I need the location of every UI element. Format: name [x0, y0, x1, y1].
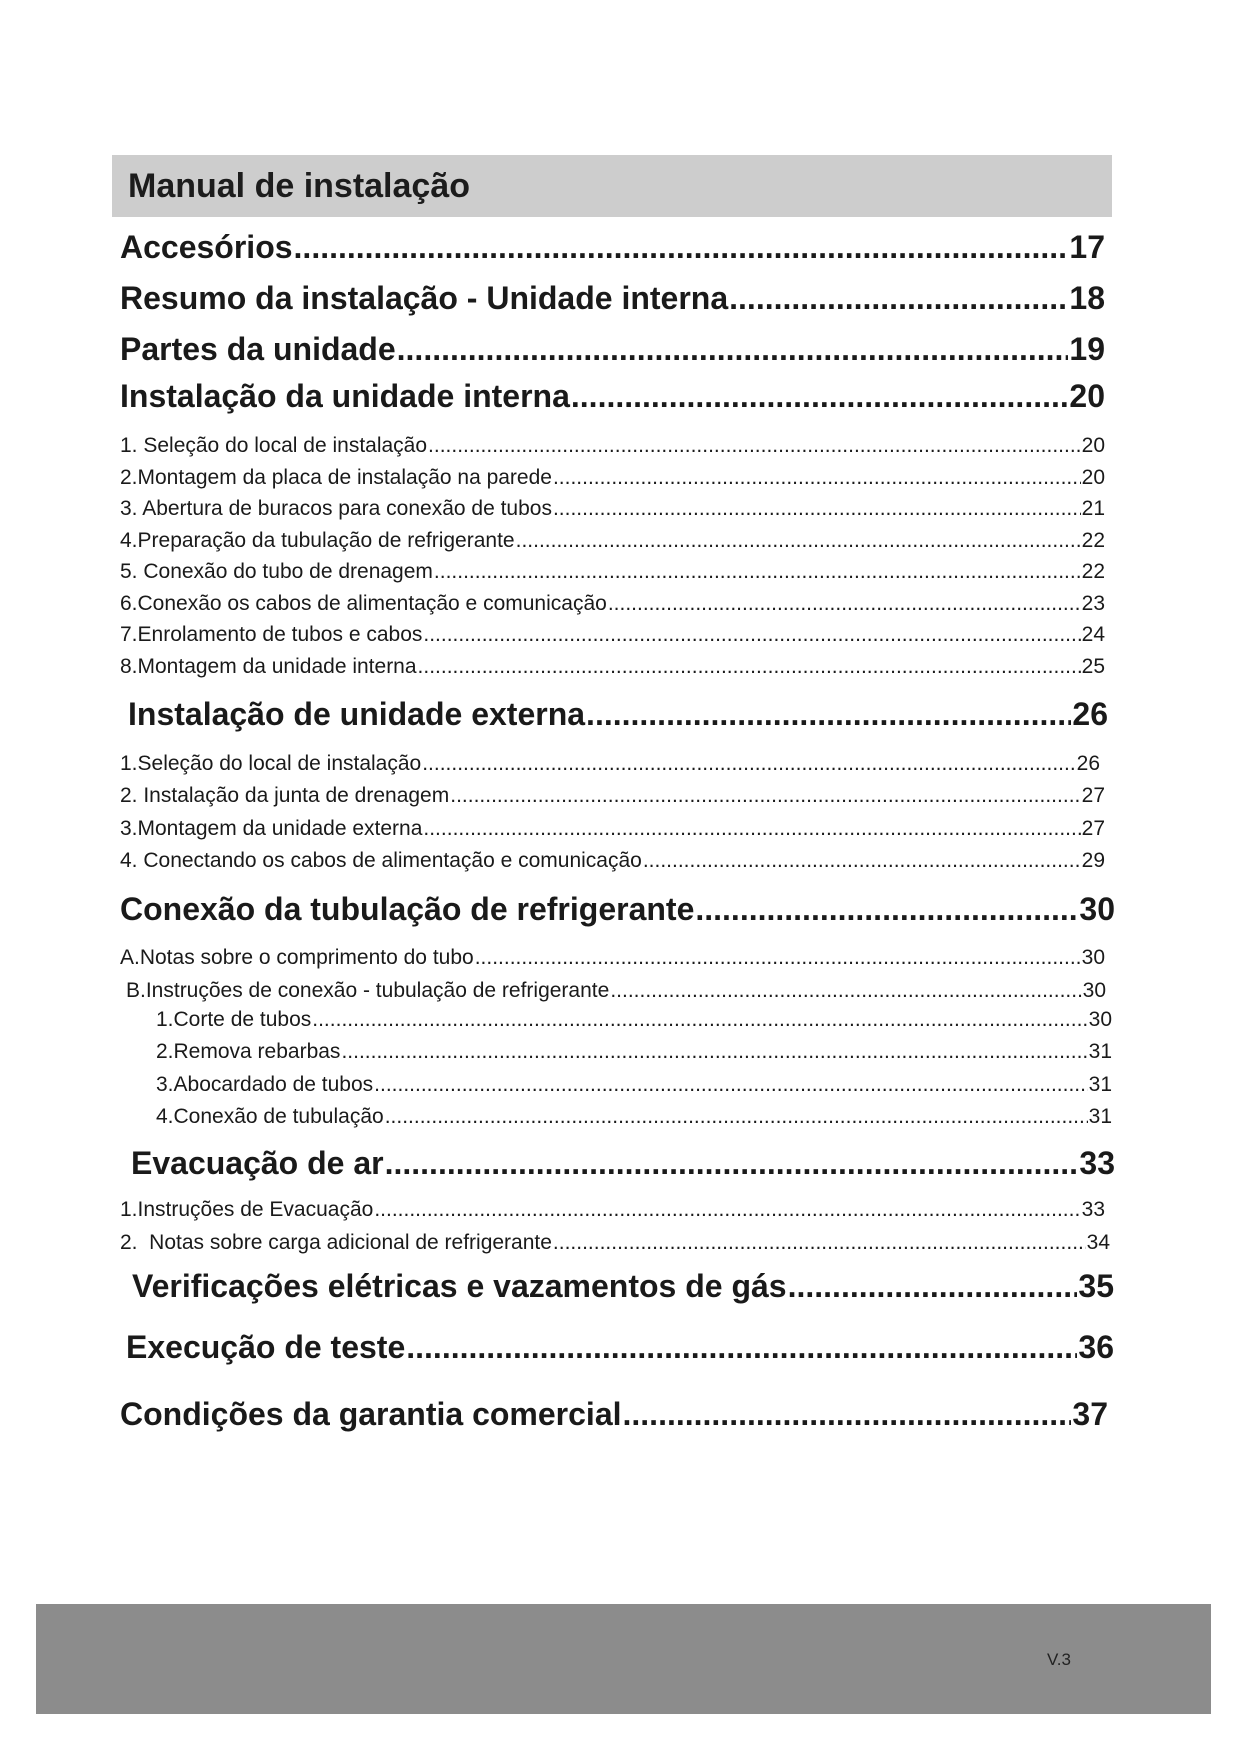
- toc-entry-page: 25: [1081, 655, 1105, 678]
- toc-entry-label: 3.Abocardado de tubos: [156, 1073, 374, 1096]
- dot-leader: [695, 891, 1078, 928]
- dot-leader: [434, 560, 1081, 584]
- dot-leader: [423, 623, 1080, 647]
- toc-entry[interactable]: [156, 1040, 1112, 1068]
- toc-entry-page: 31: [1088, 1105, 1112, 1128]
- toc-entry-label: A.Notas sobre o comprimento do tubo: [120, 946, 474, 969]
- toc-entry-label: 2. Instalação da junta de drenagem: [120, 784, 450, 807]
- toc-entry-page: 27: [1081, 817, 1105, 840]
- toc-entry-page: 21: [1081, 497, 1105, 520]
- toc-entry-label: Conexão da tubulação de refrigerante: [120, 891, 695, 927]
- version-label: V.3: [1047, 1650, 1071, 1669]
- toc-entry[interactable]: [120, 560, 1105, 588]
- toc-entry-page: 20: [1081, 466, 1105, 489]
- toc-entry[interactable]: [120, 849, 1105, 877]
- toc-entry-label: Resumo da instalação - Unidade interna: [120, 280, 729, 316]
- toc-entry-page: 24: [1081, 623, 1105, 646]
- toc-entry-label: 8.Montagem da unidade interna: [120, 655, 417, 678]
- toc-entry-label: Evacuação de ar: [131, 1145, 384, 1181]
- toc-entry[interactable]: [120, 229, 1105, 269]
- toc-entry-label: 4.Preparação da tubulação de refrigerante: [120, 529, 515, 552]
- dot-leader: [341, 1040, 1087, 1064]
- toc-entry[interactable]: [120, 623, 1105, 651]
- dot-leader: [418, 655, 1081, 679]
- dot-leader: [450, 784, 1080, 808]
- toc-entry-page: 29: [1081, 849, 1105, 872]
- toc-entry[interactable]: [120, 817, 1105, 845]
- toc-entry-label: 6.Conexão os cabos de alimentação e comunicação: [120, 592, 607, 615]
- toc-entry-label: 3.Montagem da unidade externa: [120, 817, 423, 840]
- toc-entry-label: B.Instruções de conexão - tubulação de refrigerante: [126, 979, 610, 1002]
- toc-entry-label: 2.Remova rebarbas: [156, 1040, 341, 1063]
- toc-entry[interactable]: [120, 946, 1105, 974]
- dot-leader: [571, 378, 1069, 415]
- toc-entry[interactable]: [126, 979, 1106, 1007]
- toc-entry-page: 30: [1082, 979, 1106, 1002]
- dot-leader: [428, 434, 1081, 458]
- toc-entry[interactable]: [132, 1268, 1114, 1308]
- toc-entry-label: Condições da garantia comercial: [120, 1396, 622, 1432]
- dot-leader: [553, 466, 1081, 490]
- toc-entry[interactable]: [156, 1105, 1112, 1133]
- dot-leader: [294, 229, 1069, 266]
- toc-entry-page: 20: [1069, 378, 1105, 414]
- toc-entry[interactable]: [120, 529, 1105, 557]
- toc-entry[interactable]: [120, 891, 1115, 931]
- toc-entry[interactable]: [120, 497, 1105, 525]
- footer-band: [36, 1604, 1211, 1714]
- toc-entry[interactable]: [126, 1329, 1114, 1369]
- dot-leader: [397, 331, 1069, 368]
- toc-entry-page: 35: [1078, 1268, 1114, 1304]
- toc-entry-label: Instalação de unidade externa: [128, 696, 586, 732]
- toc-entry[interactable]: [120, 1198, 1105, 1226]
- toc-entry[interactable]: [120, 592, 1105, 620]
- toc-entry-page: 30: [1088, 1008, 1112, 1031]
- dot-leader: [385, 1145, 1079, 1182]
- toc-entry-label: 1.Seleção do local de instalação: [120, 752, 422, 775]
- toc-entry-label: 1.Instruções de Evacuação: [120, 1198, 374, 1221]
- dot-leader: [516, 529, 1081, 553]
- toc-entry-page: 30: [1079, 891, 1115, 927]
- toc-entry-page: 20: [1081, 434, 1105, 457]
- dot-leader: [729, 280, 1068, 317]
- toc-entry-page: 30: [1081, 946, 1105, 969]
- toc-entry-page: 22: [1081, 529, 1105, 552]
- dot-leader: [423, 817, 1080, 841]
- dot-leader: [608, 592, 1081, 616]
- dot-leader: [374, 1073, 1087, 1097]
- toc-entry-page: 22: [1081, 560, 1105, 583]
- toc-entry-page: 31: [1088, 1073, 1112, 1096]
- toc-entry[interactable]: [120, 752, 1100, 780]
- dot-leader: [475, 946, 1081, 970]
- dot-leader: [422, 752, 1075, 776]
- toc-entry-label: Verificações elétricas e vazamentos de gás: [132, 1268, 787, 1304]
- toc-entry[interactable]: [128, 696, 1108, 736]
- manual-title: Manual de instalação: [128, 167, 470, 205]
- toc-entry-label: Accesórios: [120, 229, 293, 265]
- dot-leader: [385, 1105, 1088, 1129]
- dot-leader: [623, 1396, 1072, 1433]
- toc-entry-page: 26: [1076, 752, 1100, 775]
- toc-entry[interactable]: [156, 1073, 1112, 1101]
- toc-entry-page: 23: [1081, 592, 1105, 615]
- toc-entry[interactable]: [120, 1231, 1110, 1259]
- dot-leader: [610, 979, 1081, 1003]
- toc-entry-label: 1.Corte de tubos: [156, 1008, 312, 1031]
- toc-entry[interactable]: [120, 655, 1105, 683]
- dot-leader: [374, 1198, 1080, 1222]
- toc-entry-label: 1. Seleção do local de instalação: [120, 434, 428, 457]
- toc-entry-page: 33: [1079, 1145, 1115, 1181]
- toc-entry-label: Execução de teste: [126, 1329, 406, 1365]
- toc-entry-page: 33: [1081, 1198, 1105, 1221]
- toc-entry[interactable]: [120, 331, 1105, 371]
- dot-leader: [586, 696, 1071, 733]
- toc-entry-label: 5. Conexão do tubo de drenagem: [120, 560, 433, 583]
- dot-leader: [553, 1231, 1086, 1255]
- dot-leader: [788, 1268, 1078, 1305]
- toc-entry-page: 19: [1069, 331, 1105, 367]
- toc-entry-label: 3. Abertura de buracos para conexão de tubos: [120, 497, 552, 520]
- toc-entry-page: 37: [1072, 1396, 1108, 1432]
- toc-entry-label: Partes da unidade: [120, 331, 396, 367]
- dot-leader: [406, 1329, 1077, 1366]
- toc-entry[interactable]: [156, 1008, 1112, 1036]
- toc-entry-page: 31: [1088, 1040, 1112, 1063]
- dot-leader: [312, 1008, 1087, 1032]
- toc-entry-page: 26: [1072, 696, 1108, 732]
- dot-leader: [643, 849, 1081, 873]
- toc-entry-page: 27: [1081, 784, 1105, 807]
- toc-entry-page: 34: [1086, 1231, 1110, 1254]
- toc-entry[interactable]: [120, 784, 1105, 812]
- dot-leader: [553, 497, 1081, 521]
- toc-entry-label: 4. Conectando os cabos de alimentação e comunicação: [120, 849, 642, 872]
- toc-entry[interactable]: [120, 1396, 1108, 1436]
- toc-entry-label: 7.Enrolamento de tubos e cabos: [120, 623, 423, 646]
- toc-entry[interactable]: [120, 378, 1105, 418]
- toc-entry-page: 17: [1069, 229, 1105, 265]
- toc-entry[interactable]: [131, 1145, 1115, 1185]
- toc-entry[interactable]: [120, 434, 1105, 462]
- header-band: [112, 155, 1112, 217]
- toc-entry-label: 2.Montagem da placa de instalação na parede: [120, 466, 552, 489]
- toc-entry[interactable]: [120, 466, 1105, 494]
- toc-entry-label: 4.Conexão de tubulação: [156, 1105, 384, 1128]
- toc-entry-label: 2. Notas sobre carga adicional de refrigerante: [120, 1231, 552, 1254]
- toc-entry-page: 18: [1069, 280, 1105, 316]
- toc-entry-page: 36: [1078, 1329, 1114, 1365]
- toc-entry-label: Instalação da unidade interna: [120, 378, 570, 414]
- toc-entry[interactable]: [120, 280, 1105, 320]
